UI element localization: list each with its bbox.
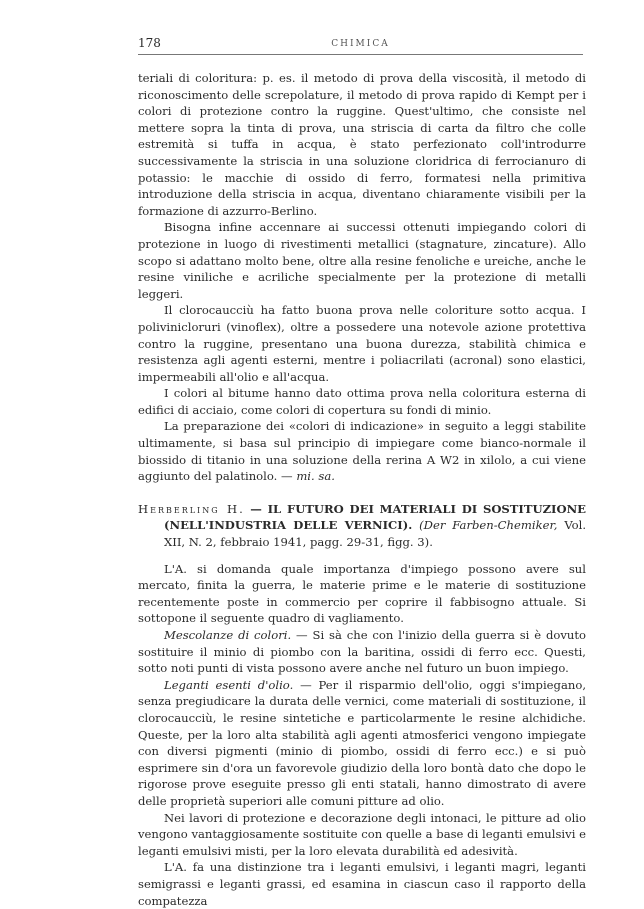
page-header bbox=[138, 34, 583, 55]
article-journal: (Der Farben-Chemiker, bbox=[419, 518, 558, 533]
paragraph: L'A. fa una distinzione tra i leganti emulsivi, i leganti magri, leganti semigrassi e leganti grassi, ed esamina in ciascun caso il rapporto della compatezza bbox=[138, 860, 586, 908]
article-citation: Vol. XII, N. 2, febbraio 1941, pagg. 29-31, figg. 3). bbox=[164, 518, 587, 550]
paragraph: Nei lavori di protezione e decorazione degli intonaci, le pitture ad olio vengono vantaggiosamente sostituite con quelle a base di leganti emulsivi e leganti emulsivi misti, per la loro elevata durabilità ed adesività. bbox=[138, 810, 586, 858]
paragraph-lead: Mescolanze di colori. bbox=[164, 628, 292, 642]
paragraph-text: — Per il risparmio dell'olio, oggi s'impiegano, senza pregiudicare la durata delle vernici, come materiali di sostituzione, il clorocaucciù, le resine sintetiche e particolarmente le resine alchidiche. Queste, per la loro alta stabilità agli agenti atmosferici vengono impiegate con diversi pigmenti (minio di piombo, ossidi di ferro ecc.) e si può esprimere sin d'ora un favorevole giudizio della loro bontà dato che dopo le rigorose prove eseguite presso gli enti statali, hanno dimostrato di avere delle proprietà superiori alle comuni pitture ad olio. bbox=[138, 677, 587, 808]
article-author: Herberling H. bbox=[138, 501, 245, 516]
paragraph: teriali di coloritura: p. es. il metodo di prova della viscosità, il metodo di riconoscimento delle screpolature, il metodo di prova rapido di Kempt per i colori di protezione contro la ruggine. Quest'ultimo, che consiste nel mettere sopra la tinta di prova, una striscia di carta da filtro che colle estremità si tuffa in acqua, è stato perfezionato coll'introdurre successivamente la striscia in una soluzione cloridrica di ferrocianuro di potassio: le macchie di ossido di ferro, formatesi nella primitiva introduzione della striscia in acqua, diventano chiaramente visibili per la formazione di azzurro-Berlino. bbox=[138, 71, 586, 218]
paragraph bbox=[138, 677, 586, 810]
article-heading bbox=[138, 501, 586, 551]
paragraph: I colori al bitume hanno dato ottima prova nella coloritura esterna di edifici di acciaio, come colori di copertura su fondi di minio. bbox=[138, 386, 586, 417]
paragraph: L'A. si domanda quale importanza d'impiego possono avere sul mercato, finita la guerra, le materie prime e le materie di sostituzione recentemente poste in commercio per coprire il fabbisogno attuale. Si sottopone il seguente quadro di vagliamento. bbox=[138, 561, 586, 626]
article-title: — IL FUTURO DEI MATERIALI DI SOSTITUZIONE (NELL'INDUSTRIA DELLE VERNICI). bbox=[164, 501, 587, 533]
paragraph bbox=[138, 418, 586, 484]
running-title: CHIMICA bbox=[331, 39, 390, 49]
paragraph: Il clorocaucciù ha fatto buona prova nelle coloriture sotto acqua. I polivinicloruri (vinoflex), oltre a possedere una notevole azione protettiva contro la ruggine, presentano una buona durezza, stabilità chimica e resistenza agli agenti esterni, mentre i poliacrilati (acronal) sono elastici, impermeabili all'olio e all'acqua. bbox=[138, 303, 586, 384]
signature: mi. sa. bbox=[296, 469, 335, 484]
paragraph-text: La preparazione dei «colori di indicazione» in seguito a leggi stabilite ultimamente, si basa sul principio di impiegare come bianco-normale il biossido di titanio in una soluzione della rerina A W2 in xilolo, a cui viene aggiunto del palatinolo. — bbox=[138, 419, 586, 484]
body-text bbox=[138, 70, 586, 909]
paragraph: Bisogna infine accennare ai successi ottenuti impiegando colori di protezione in luogo di rivestimenti metallici (stagnature, zincature). Allo scopo si adattano molto bene, oltre alla resine fenoliche e ureiche, anche le resine viniliche e acriliche specialmente per la protezione di metalli leggeri. bbox=[138, 220, 586, 301]
paragraph-text: — Si sà che con l'inizio della guerra si è dovuto sostituire il minio di piombo con la baritina, ossidi di ferro ecc. Questi, sotto noti punti di vista possono avere anche nel futuro un buon impiego. bbox=[138, 628, 587, 676]
paragraph-lead: Leganti esenti d'olio. bbox=[164, 677, 294, 692]
page-number: 178 bbox=[138, 36, 161, 50]
paragraph bbox=[138, 627, 586, 677]
